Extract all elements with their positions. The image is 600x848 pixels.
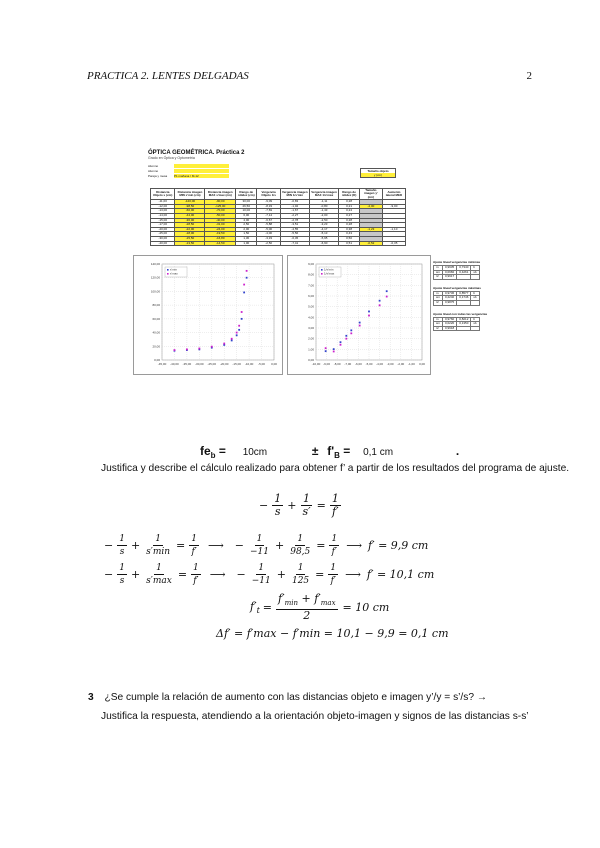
fit-cell: 0,1746 [457,296,471,301]
x-tick-label: -25,00 [207,362,217,366]
question-3 [88,692,487,703]
equation-max: − $\frac{1}{s}$ + $\frac{1}{s'\max}$ = $\frac{1}{f'}$ ⟶ − $\frac{1}{-11}$ + $\frac{1}{125}$ = $\frac{1}{f'}$ ⟶ f′ = 10,1 cm [104,563,435,586]
table-cell: -40,00 [151,241,175,246]
x-tick-label: -1,00 [407,362,415,366]
object-size-label: Tamaño objeto [367,169,389,173]
legend-marker [321,269,323,271]
table-cell[interactable]: -98,50 [175,204,205,209]
eq2-result: f′ = 10,1 cm [366,568,435,581]
data-point [236,332,238,334]
x-tick-label: 0,00 [271,362,277,366]
x-tick-label: -3,00 [386,362,394,366]
data-point [359,325,361,327]
table-header-cell: Rango de nitidez (cm) [236,189,257,200]
y-tick-label: 20,00 [152,344,160,349]
chart-vergences [287,255,431,375]
x-tick-label: -45,00 [157,362,167,366]
table-cell[interactable]: -14,50 [205,241,236,246]
data-point [340,341,342,343]
y-tick-label: 0,00 [308,358,314,362]
table-header-cell: Vergencia imagen MIN 1/s'min [280,189,309,200]
legend-marker [167,269,169,271]
field-value[interactable] [174,169,229,173]
table-cell: -7,69 [257,209,280,214]
table-cell[interactable]: -90,00 [205,200,236,205]
table-cell[interactable]: -22,00 [175,227,205,232]
fit-cell: sb [471,322,479,327]
table-cell: 0,28 [339,200,359,205]
x-tick-label: -40,00 [170,362,179,366]
trailing-dot: . [455,444,460,458]
table-cell: -8,33 [257,204,280,209]
field-label: Alumno [148,168,159,173]
fit-cell: sm [434,296,443,301]
table-cell: -7,41 [280,241,309,246]
table-cell: -4,00 [257,232,280,237]
table-cell: -0,83 [280,200,309,205]
data-point [340,344,342,346]
table-cell: -4,17 [309,227,339,232]
data-point [231,338,233,340]
data-point [333,348,335,350]
fb-label: f' [327,444,335,458]
eq0-num3: 1 [331,492,339,505]
table-header-cell: Vergencia Objeto 1/s [257,189,280,200]
spreadsheet-title: ÓPTICA GEOMÉTRICA. Práctica 2 [148,150,245,156]
x-tick-label: -2,00 [397,362,405,366]
legend-label: 1/s'min [324,267,334,272]
x-tick-label: -20,00 [219,362,229,366]
table-cell[interactable]: -13,50 [175,241,205,246]
table-cell: -6,90 [309,241,339,246]
y-tick-label: 100,00 [150,289,160,294]
x-tick-label: 0,00 [419,362,425,366]
fit-cell: 0,9875 [443,300,457,305]
table-cell: -15,00 [151,218,175,223]
table-cell[interactable]: -50,00 [205,214,236,219]
field-label: Pareja y mesa [148,173,168,178]
fit-panel-table [433,265,480,280]
legend-marker [321,273,323,275]
data-point [236,334,238,336]
table-cell[interactable]: -40,00 [205,218,236,223]
spreadsheet-block [148,150,438,250]
data-point [359,322,361,324]
justify-text-1: Justifica y describe el cálculo realizado para obtener f’ a partir de los resultados del programa de ajuste. [101,463,570,474]
fit-cell: r2 [434,275,443,280]
table-cell: -1,11 [309,200,339,205]
x-tick-label: -35,00 [182,362,192,366]
eq0-den1: s [274,505,281,518]
table-cell: -20,00 [151,227,175,232]
table-cell: 2,50 [236,223,257,228]
page-header-title: PRACTICA 2. LENTES DELGADAS [87,70,249,82]
data-point [379,300,381,302]
x-tick-label: -5,00 [258,362,265,366]
fit-panel-title: Ajuste lineal vergencias máximas [433,285,481,290]
y-tick-label: 5,00 [308,304,314,309]
fit-cell: 0,9736 [443,291,457,296]
table-header-cell: Tamaño imagen y' (cm) [359,189,382,200]
table-cell: 0,43 [339,232,359,237]
equation-uncertainty: Δf′ = f′max − f′min = 10,1 − 9,9 = 0,1 cm [216,627,449,640]
table-cell: -5,00 [257,227,280,232]
table-cell: 26,50 [236,204,257,209]
y-tick-label: 3,00 [308,326,314,330]
table-cell: 0,27 [339,214,359,219]
table-cell: -13,00 [151,209,175,214]
y-tick-label: 1,00 [308,347,314,352]
focal-result-line: $fe_b = 10cm \pm f'_B = 0,1$ cm . [200,444,460,460]
y-tick-label: 6,00 [308,294,314,298]
fe-label: fe [200,444,211,458]
table-cell: -4,00 [359,204,382,209]
eq1-result: f′ = 9,9 cm [368,539,429,552]
fit-cell [471,326,479,331]
data-point [386,296,388,298]
y-tick-label: 40,00 [152,330,160,335]
table-cell: 0,50 [339,236,359,241]
table-cell: -3,23 [309,223,339,228]
fit-cell: r2 [434,300,443,305]
table-cell: -7,14 [257,214,280,219]
table-cell: -5,56 [280,232,309,237]
table-cell: 0,38 [339,227,359,232]
question-3-text: ¿Se cumple la relación de aumento con las distancias objeto e imagen y’/y = s’/s? → [104,692,488,703]
table-cell[interactable]: -15,50 [175,236,205,241]
table-header-cell: Distancia Objeto s (cm) [151,189,175,200]
equation-mean: $f'_t$ = $\frac{f'_{min} + f'_{max}}{2}$ = 10 cm [250,592,390,623]
table-cell: -14,00 [151,214,175,219]
fit-cell: 0,8212 [457,317,471,322]
data-point [386,290,388,292]
y-tick-label: 0,00 [154,358,160,362]
table-cell: -25,00 [151,232,175,237]
table-header-cell: Distancia imagen MAX s'max (cm) [205,189,236,200]
x-tick-label: -7,00 [344,362,352,366]
table-cell: 30,00 [236,200,257,205]
fit-results [433,254,517,331]
table-cell[interactable]: -18,00 [175,232,205,237]
data-point [246,270,248,272]
chart-vergences-svg [288,256,430,374]
y-tick-label: 9,00 [308,262,314,266]
data-point [243,284,245,286]
x-tick-label: -4,00 [376,362,384,366]
data-point [174,349,176,351]
fit-cell: 0,0982 [443,270,457,275]
table-cell: -5,95 [309,236,339,241]
fit-cell: 0,4261 [457,270,471,275]
table-cell: -17,00 [151,223,175,228]
x-tick-label: -8,00 [333,362,341,366]
data-point [231,340,233,342]
fit-cell: 0,8577 [457,291,471,296]
fit-cell: 0,7340 [457,266,471,271]
y-tick-label: 60,00 [152,316,160,321]
table-cell[interactable]: -44,00 [175,214,205,219]
data-point [243,292,245,294]
data-point [333,351,335,353]
fit-cell: 0,9917 [443,275,457,280]
fb-value: 0,1 cm [363,447,394,458]
data-point [350,332,352,334]
table-cell[interactable]: -19,50 [205,232,236,237]
fit-cell: 0,0220 [443,322,457,327]
table-cell: 6,00 [236,214,257,219]
table-cell: -3,33 [257,236,280,241]
table-cell: 0,21 [339,204,359,209]
fit-panel-table [433,317,480,332]
y-tick-label: 8,00 [308,272,314,277]
table-cell: -12,00 [151,204,175,209]
table-header-cell: Vergencia imagen MAX 1/s'max [309,189,339,200]
fb-subscript: B [334,451,340,460]
chart-distances-svg [134,256,282,374]
table-cell[interactable]: -36,00 [175,218,205,223]
fit-cell [457,300,471,305]
spreadsheet-subtitle: Grado en Óptica y Optometría [148,156,195,160]
question-3-justify: Justifica la respuesta, atendiendo a la orientación objeto-imagen y signos de las distancias s-s’ [101,711,529,722]
question-number: 3 [88,692,94,703]
table-cell: -0,35 [382,241,405,246]
x-tick-label: -9,00 [323,362,331,366]
table-cell: -1,43 [309,209,339,214]
plus-minus: ± [311,444,319,458]
data-point [379,304,381,306]
fit-cell: sb [471,270,479,275]
fit-cell [457,275,471,280]
table-cell: -1,67 [280,209,309,214]
fit-cell: sm [434,270,443,275]
table-cell[interactable]: -16,80 [205,236,236,241]
table-cell: -2,27 [280,214,309,219]
eq3-denominator: 2 [303,609,311,623]
table-cell: 0,24 [339,209,359,214]
field-value[interactable]: P1 mañana / M-12 [174,174,229,178]
table-cell: -30,00 [151,236,175,241]
x-tick-label: -5,00 [365,362,373,366]
fit-cell: sm [434,322,443,327]
table-cell: -2,00 [309,214,339,219]
data-point [238,325,240,327]
eq3-result: = 10 cm [342,601,390,615]
table-cell: -2,78 [280,218,309,223]
fit-panel-title: Ajuste lineal con todas las vergencias [433,311,488,316]
table-cell[interactable]: -70,00 [205,209,236,214]
eq0-den3: f′ [332,505,339,518]
eq2-s-value: −11 [251,576,271,586]
eq0-den2: s′ [302,505,311,518]
table-cell[interactable]: -120,00 [175,200,205,205]
table-row [151,241,406,246]
fit-cell: m [434,291,443,296]
table-cell: 4,00 [236,218,257,223]
fit-cell [471,275,479,280]
table-cell[interactable]: -60,00 [175,209,205,214]
table-cell: -2,50 [309,218,339,223]
page-number: 2 [526,70,532,82]
equation-min: − $\frac{1}{s}$ + $\frac{1}{s'\min}$ = $\frac{1}{f'}$ ⟶ − $\frac{1}{-11}$ + $\frac{1}{98,5}$ = $\frac{1}{f'}$ ⟶ f′ = 9,9 cm [104,534,429,557]
fe-subscript: b [210,451,216,460]
table-cell: -11,00 [151,200,175,205]
table-cell: -3,51 [280,223,309,228]
legend-label: s'max [170,271,178,276]
y-tick-label: 7,00 [308,283,314,288]
data-table [150,188,406,246]
x-tick-label: -10,00 [244,362,254,366]
data-point [345,338,347,340]
data-point [368,311,370,313]
fit-cell: 0,2240 [443,296,457,301]
table-cell: 1,50 [236,232,257,237]
table-cell: -6,67 [257,218,280,223]
fit-cell [457,326,471,331]
object-size-value[interactable]: y (cm) [361,173,395,177]
eq2-smax-value: 125 [291,576,310,586]
eq1-smin-value: 98,5 [290,547,311,557]
fit-cell: 0,9918 [443,326,457,331]
x-tick-label: -6,00 [354,362,362,366]
fit-panel-title: Ajuste lineal vergencias mínimas [433,260,481,264]
table-cell: -5,88 [257,223,280,228]
field-label: Alumno [148,163,159,168]
data-point [325,350,327,352]
fit-cell: 0,9935 [443,266,457,271]
table-cell: 2,00 [236,227,257,232]
fit-cell: r2 [434,326,443,331]
y-tick-label: 2,00 [308,336,314,341]
data-point [350,329,352,331]
lens-equation: − $\frac{1}{s}$ + $\frac{1}{s'}$ = $\frac{1}{f'}$ [259,492,339,518]
y-tick-label: 80,00 [152,303,160,308]
field-value[interactable] [174,164,229,168]
data-point [238,329,240,331]
table-cell: -1,23 [359,227,382,232]
data-point [241,311,243,313]
table-cell[interactable]: -125,00 [205,204,236,209]
table-cell[interactable]: -28,50 [175,223,205,228]
table-cell[interactable]: -31,00 [205,223,236,228]
y-tick-label: 140,00 [150,262,160,266]
data-point [211,346,213,348]
table-cell: 1,30 [236,236,257,241]
table-cell[interactable]: -24,00 [205,227,236,232]
fit-cell: b [471,291,479,296]
legend-label: 1/s'max [324,271,335,276]
data-point [246,277,248,279]
y-tick-label: 120,00 [150,275,160,280]
fit-cell: m [434,266,443,271]
eq0-num2: 1 [303,492,311,505]
table-cell: -0,80 [309,204,339,209]
fit-cell: m [434,317,443,322]
fe-value: 10cm [242,447,268,458]
table-cell: -5,13 [309,232,339,237]
fit-cell: sb [471,296,479,301]
x-tick-label: -15,00 [232,362,241,366]
fit-cell [471,300,479,305]
table-cell: -4,55 [280,227,309,232]
data-point [241,318,243,320]
x-tick-label: -10,00 [311,362,321,366]
chart-distances [133,255,283,375]
plot-area [162,264,274,360]
legend-marker [167,273,169,275]
table-cell: -2,50 [257,241,280,246]
data-point [325,347,327,349]
table-header-cell: Rango de nitidez (D) [339,189,359,200]
x-tick-label: -30,00 [195,362,204,366]
table-cell: -1,10 [382,227,405,232]
data-point [345,335,347,337]
table-cell: 1,00 [236,241,257,246]
fit-panel-table [433,291,480,306]
fit-cell: 0,9760 [443,317,457,322]
object-size-box [360,168,396,178]
data-point [198,348,200,350]
table-cell: 10,00 [236,209,257,214]
table-cell: -9,00 [382,204,405,209]
legend-label: s'min [170,267,177,272]
table-cell: -1,02 [280,204,309,209]
eq1-s-value: −11 [250,547,269,557]
table-cell: 0,28 [339,223,359,228]
fit-cell: b [471,266,479,271]
y-tick-label: 4,00 [308,315,314,320]
fit-cell: 0,1350 [457,322,471,327]
table-cell: -9,09 [257,200,280,205]
table-cell: 0,51 [339,241,359,246]
fit-cell: b [471,317,479,322]
table-cell: 0,28 [339,218,359,223]
table-header-cell: Aumento lateral MED [382,189,405,200]
data-point [368,315,370,317]
data-point [186,348,188,350]
table-cell: -6,45 [280,236,309,241]
table-header-cell: Distancia imagen MIN s'min (cm) [175,189,205,200]
eq0-num1: 1 [274,492,282,505]
table-cell: -0,52 [359,241,382,246]
data-point [223,343,225,345]
